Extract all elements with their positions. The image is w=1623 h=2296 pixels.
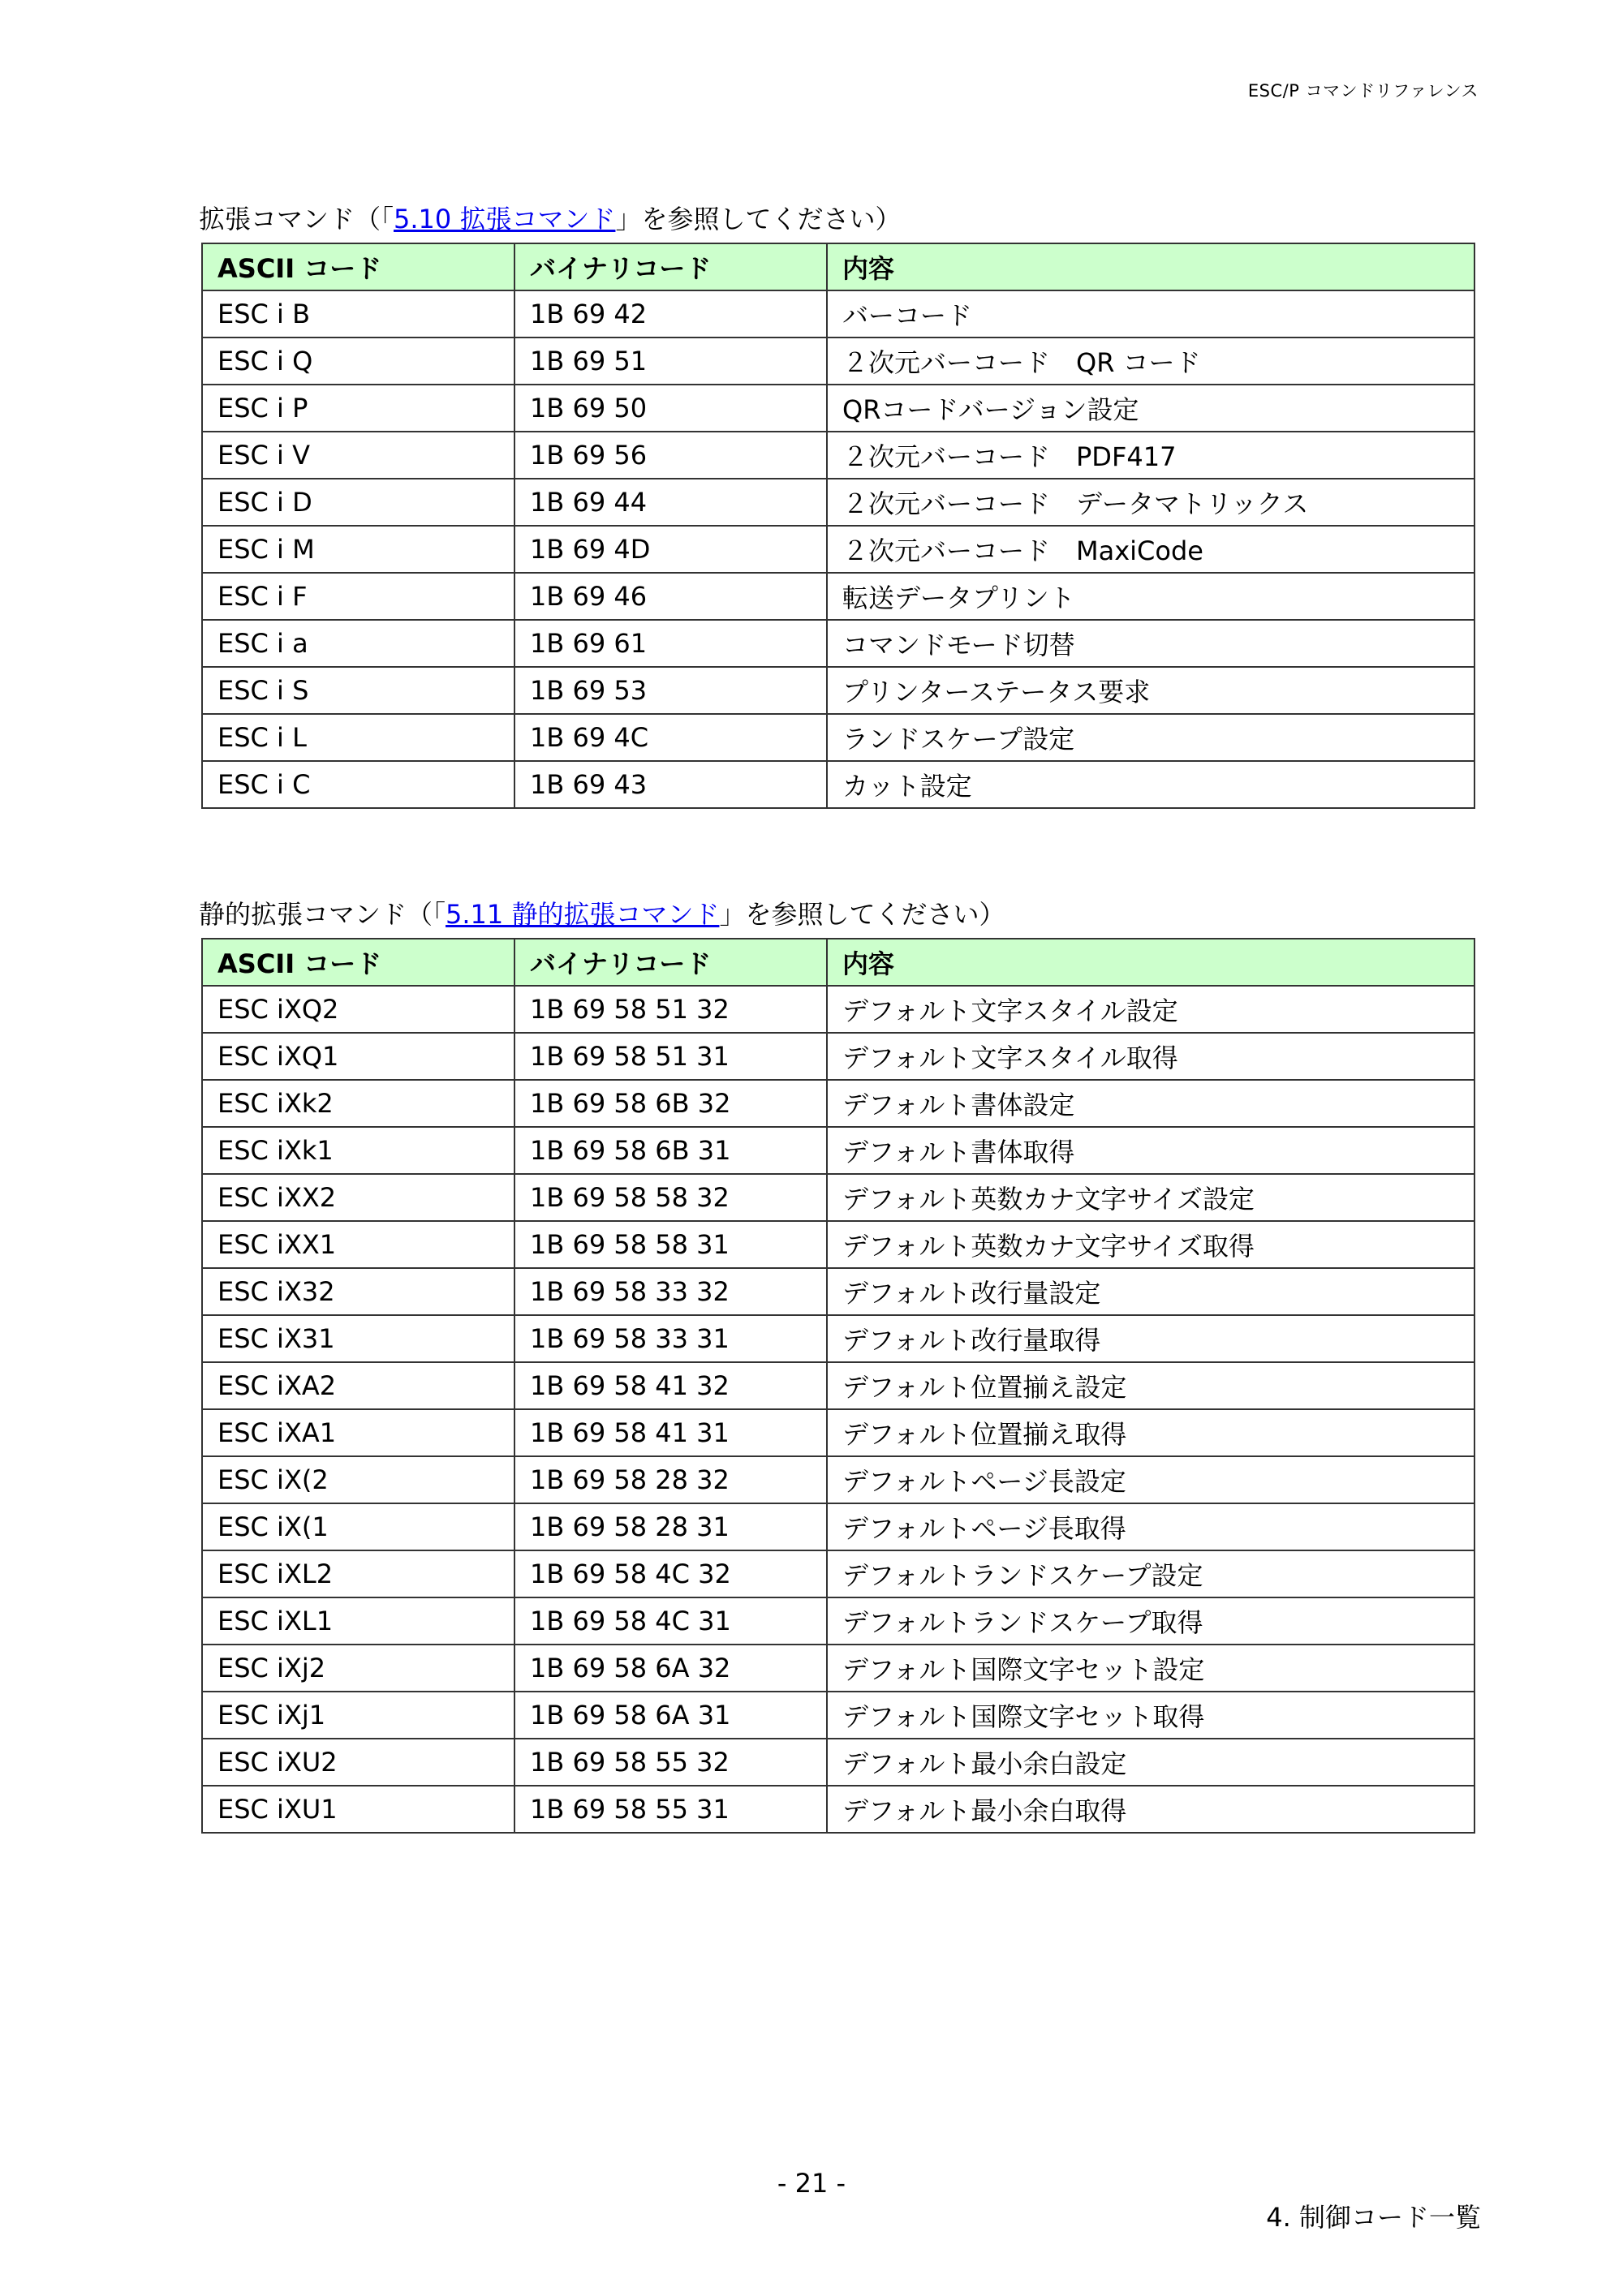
cell-description: デフォルトページ長設定 bbox=[827, 1456, 1474, 1503]
cell-binary-code: 1B 69 61 bbox=[514, 620, 827, 667]
header-ascii-code: ASCII コード bbox=[202, 939, 514, 986]
caption-suffix: 」を参照してください） bbox=[615, 204, 902, 234]
cell-description: デフォルト最小余白取得 bbox=[827, 1786, 1474, 1833]
table-row bbox=[202, 385, 1474, 432]
cell-binary-code: 1B 69 58 55 31 bbox=[514, 1786, 827, 1833]
cell-binary-code: 1B 69 4D bbox=[514, 526, 827, 573]
cell-description: バーコード bbox=[827, 290, 1474, 338]
header-ascii-code: ASCII コード bbox=[202, 243, 514, 290]
cell-ascii-code: ESC iXj1 bbox=[202, 1692, 514, 1739]
cell-description: デフォルト国際文字セット設定 bbox=[827, 1645, 1474, 1692]
link-5-11-static-extended-commands[interactable]: 5.11 静的拡張コマンド bbox=[446, 899, 720, 930]
cell-description: ２次元バーコード データマトリックス bbox=[827, 479, 1474, 526]
table-row bbox=[202, 1127, 1474, 1174]
cell-description: デフォルト文字スタイル設定 bbox=[827, 986, 1474, 1033]
cell-binary-code: 1B 69 56 bbox=[514, 432, 827, 479]
table-header-row bbox=[202, 939, 1474, 986]
cell-binary-code: 1B 69 46 bbox=[514, 573, 827, 620]
caption-prefix: 静的拡張コマンド（「 bbox=[199, 899, 446, 930]
table-row bbox=[202, 479, 1474, 526]
cell-description: デフォルト改行量設定 bbox=[827, 1268, 1474, 1315]
cell-ascii-code: ESC iXA1 bbox=[202, 1409, 514, 1456]
cell-ascii-code: ESC iXU1 bbox=[202, 1786, 514, 1833]
static-extended-commands-table bbox=[201, 938, 1475, 1834]
cell-binary-code: 1B 69 58 33 32 bbox=[514, 1268, 827, 1315]
cell-binary-code: 1B 69 58 6A 32 bbox=[514, 1645, 827, 1692]
table-row bbox=[202, 526, 1474, 573]
table-row bbox=[202, 1080, 1474, 1127]
table-row bbox=[202, 714, 1474, 761]
table-row bbox=[202, 761, 1474, 808]
table-row bbox=[202, 1503, 1474, 1550]
cell-ascii-code: ESC i B bbox=[202, 290, 514, 338]
cell-description: デフォルト英数カナ文字サイズ設定 bbox=[827, 1174, 1474, 1221]
cell-description: プリンターステータス要求 bbox=[827, 667, 1474, 714]
table-row bbox=[202, 432, 1474, 479]
cell-ascii-code: ESC i P bbox=[202, 385, 514, 432]
cell-ascii-code: ESC i C bbox=[202, 761, 514, 808]
cell-description: デフォルト英数カナ文字サイズ取得 bbox=[827, 1221, 1474, 1268]
table-row bbox=[202, 1739, 1474, 1786]
cell-ascii-code: ESC i S bbox=[202, 667, 514, 714]
cell-ascii-code: ESC i a bbox=[202, 620, 514, 667]
table-row bbox=[202, 1221, 1474, 1268]
cell-binary-code: 1B 69 58 51 31 bbox=[514, 1033, 827, 1080]
table-row bbox=[202, 986, 1474, 1033]
cell-ascii-code: ESC iXL2 bbox=[202, 1550, 514, 1597]
cell-description: コマンドモード切替 bbox=[827, 620, 1474, 667]
cell-binary-code: 1B 69 50 bbox=[514, 385, 827, 432]
cell-ascii-code: ESC i Q bbox=[202, 338, 514, 385]
table-row bbox=[202, 1409, 1474, 1456]
extended-commands-table bbox=[201, 243, 1475, 809]
cell-binary-code: 1B 69 58 58 31 bbox=[514, 1221, 827, 1268]
table-row bbox=[202, 1597, 1474, 1645]
table-row bbox=[202, 1645, 1474, 1692]
page-number: - 21 - bbox=[777, 2168, 846, 2199]
cell-ascii-code: ESC iX32 bbox=[202, 1268, 514, 1315]
cell-ascii-code: ESC i D bbox=[202, 479, 514, 526]
cell-description: ２次元バーコード MaxiCode bbox=[827, 526, 1474, 573]
cell-binary-code: 1B 69 58 55 32 bbox=[514, 1739, 827, 1786]
cell-ascii-code: ESC iXU2 bbox=[202, 1739, 514, 1786]
table-row bbox=[202, 1033, 1474, 1080]
cell-ascii-code: ESC iXk1 bbox=[202, 1127, 514, 1174]
cell-ascii-code: ESC iX(2 bbox=[202, 1456, 514, 1503]
cell-binary-code: 1B 69 58 51 32 bbox=[514, 986, 827, 1033]
cell-binary-code: 1B 69 58 6A 31 bbox=[514, 1692, 827, 1739]
cell-ascii-code: ESC iX(1 bbox=[202, 1503, 514, 1550]
cell-description: ２次元バーコード PDF417 bbox=[827, 432, 1474, 479]
cell-binary-code: 1B 69 4C bbox=[514, 714, 827, 761]
cell-description: QRコードバージョン設定 bbox=[827, 385, 1474, 432]
cell-ascii-code: ESC iXA2 bbox=[202, 1362, 514, 1409]
cell-binary-code: 1B 69 58 41 31 bbox=[514, 1409, 827, 1456]
cell-ascii-code: ESC iXX1 bbox=[202, 1221, 514, 1268]
cell-ascii-code: ESC iXL1 bbox=[202, 1597, 514, 1645]
cell-description: デフォルト書体設定 bbox=[827, 1080, 1474, 1127]
table-row bbox=[202, 338, 1474, 385]
cell-description: デフォルト改行量取得 bbox=[827, 1315, 1474, 1362]
cell-description: デフォルト最小余白設定 bbox=[827, 1739, 1474, 1786]
cell-description: デフォルト文字スタイル取得 bbox=[827, 1033, 1474, 1080]
cell-description: デフォルト国際文字セット取得 bbox=[827, 1692, 1474, 1739]
cell-ascii-code: ESC iXj2 bbox=[202, 1645, 514, 1692]
caption-prefix: 拡張コマンド（「 bbox=[199, 204, 394, 234]
table-row bbox=[202, 1268, 1474, 1315]
table-row bbox=[202, 620, 1474, 667]
table-row bbox=[202, 667, 1474, 714]
cell-description: デフォルト書体取得 bbox=[827, 1127, 1474, 1174]
static-extended-commands-body bbox=[202, 986, 1474, 1833]
cell-description: ２次元バーコード QR コード bbox=[827, 338, 1474, 385]
cell-ascii-code: ESC i F bbox=[202, 573, 514, 620]
cell-binary-code: 1B 69 53 bbox=[514, 667, 827, 714]
cell-ascii-code: ESC i L bbox=[202, 714, 514, 761]
cell-ascii-code: ESC iX31 bbox=[202, 1315, 514, 1362]
header-description: 内容 bbox=[827, 939, 1474, 986]
table-header-row bbox=[202, 243, 1474, 290]
cell-binary-code: 1B 69 58 4C 31 bbox=[514, 1597, 827, 1645]
table-row bbox=[202, 1315, 1474, 1362]
cell-binary-code: 1B 69 58 58 32 bbox=[514, 1174, 827, 1221]
table-row bbox=[202, 573, 1474, 620]
cell-description: デフォルト位置揃え取得 bbox=[827, 1409, 1474, 1456]
table-row bbox=[202, 1550, 1474, 1597]
table-row bbox=[202, 1174, 1474, 1221]
cell-ascii-code: ESC i V bbox=[202, 432, 514, 479]
cell-binary-code: 1B 69 43 bbox=[514, 761, 827, 808]
cell-binary-code: 1B 69 51 bbox=[514, 338, 827, 385]
cell-ascii-code: ESC iXX2 bbox=[202, 1174, 514, 1221]
cell-description: デフォルト位置揃え設定 bbox=[827, 1362, 1474, 1409]
cell-ascii-code: ESC iXk2 bbox=[202, 1080, 514, 1127]
header-binary-code: バイナリコード bbox=[514, 939, 827, 986]
table-row bbox=[202, 1786, 1474, 1833]
table-row bbox=[202, 1362, 1474, 1409]
table-row bbox=[202, 1692, 1474, 1739]
section2-caption bbox=[199, 894, 1005, 931]
cell-description: デフォルトランドスケープ取得 bbox=[827, 1597, 1474, 1645]
cell-description: ランドスケープ設定 bbox=[827, 714, 1474, 761]
cell-ascii-code: ESC i M bbox=[202, 526, 514, 573]
cell-description: 転送データプリント bbox=[827, 573, 1474, 620]
cell-description: デフォルトページ長取得 bbox=[827, 1503, 1474, 1550]
cell-description: カット設定 bbox=[827, 761, 1474, 808]
cell-description: デフォルトランドスケープ設定 bbox=[827, 1550, 1474, 1597]
table-row bbox=[202, 290, 1474, 338]
extended-commands-body bbox=[202, 290, 1474, 808]
link-5-10-extended-commands[interactable]: 5.10 拡張コマンド bbox=[394, 204, 616, 234]
cell-binary-code: 1B 69 58 28 31 bbox=[514, 1503, 827, 1550]
cell-binary-code: 1B 69 58 6B 31 bbox=[514, 1127, 827, 1174]
section1-caption bbox=[199, 199, 901, 236]
cell-binary-code: 1B 69 42 bbox=[514, 290, 827, 338]
cell-binary-code: 1B 69 44 bbox=[514, 479, 827, 526]
running-header: ESC/P コマンドリファレンス bbox=[1247, 81, 1479, 101]
cell-binary-code: 1B 69 58 41 32 bbox=[514, 1362, 827, 1409]
caption-suffix: 」を参照してください） bbox=[719, 899, 1005, 930]
cell-ascii-code: ESC iXQ2 bbox=[202, 986, 514, 1033]
cell-binary-code: 1B 69 58 6B 32 bbox=[514, 1080, 827, 1127]
table-row bbox=[202, 1456, 1474, 1503]
cell-binary-code: 1B 69 58 33 31 bbox=[514, 1315, 827, 1362]
cell-ascii-code: ESC iXQ1 bbox=[202, 1033, 514, 1080]
cell-binary-code: 1B 69 58 28 32 bbox=[514, 1456, 827, 1503]
header-binary-code: バイナリコード bbox=[514, 243, 827, 290]
chapter-footer: 4. 制御コード一覧 bbox=[1266, 2202, 1481, 2233]
cell-binary-code: 1B 69 58 4C 32 bbox=[514, 1550, 827, 1597]
header-description: 内容 bbox=[827, 243, 1474, 290]
